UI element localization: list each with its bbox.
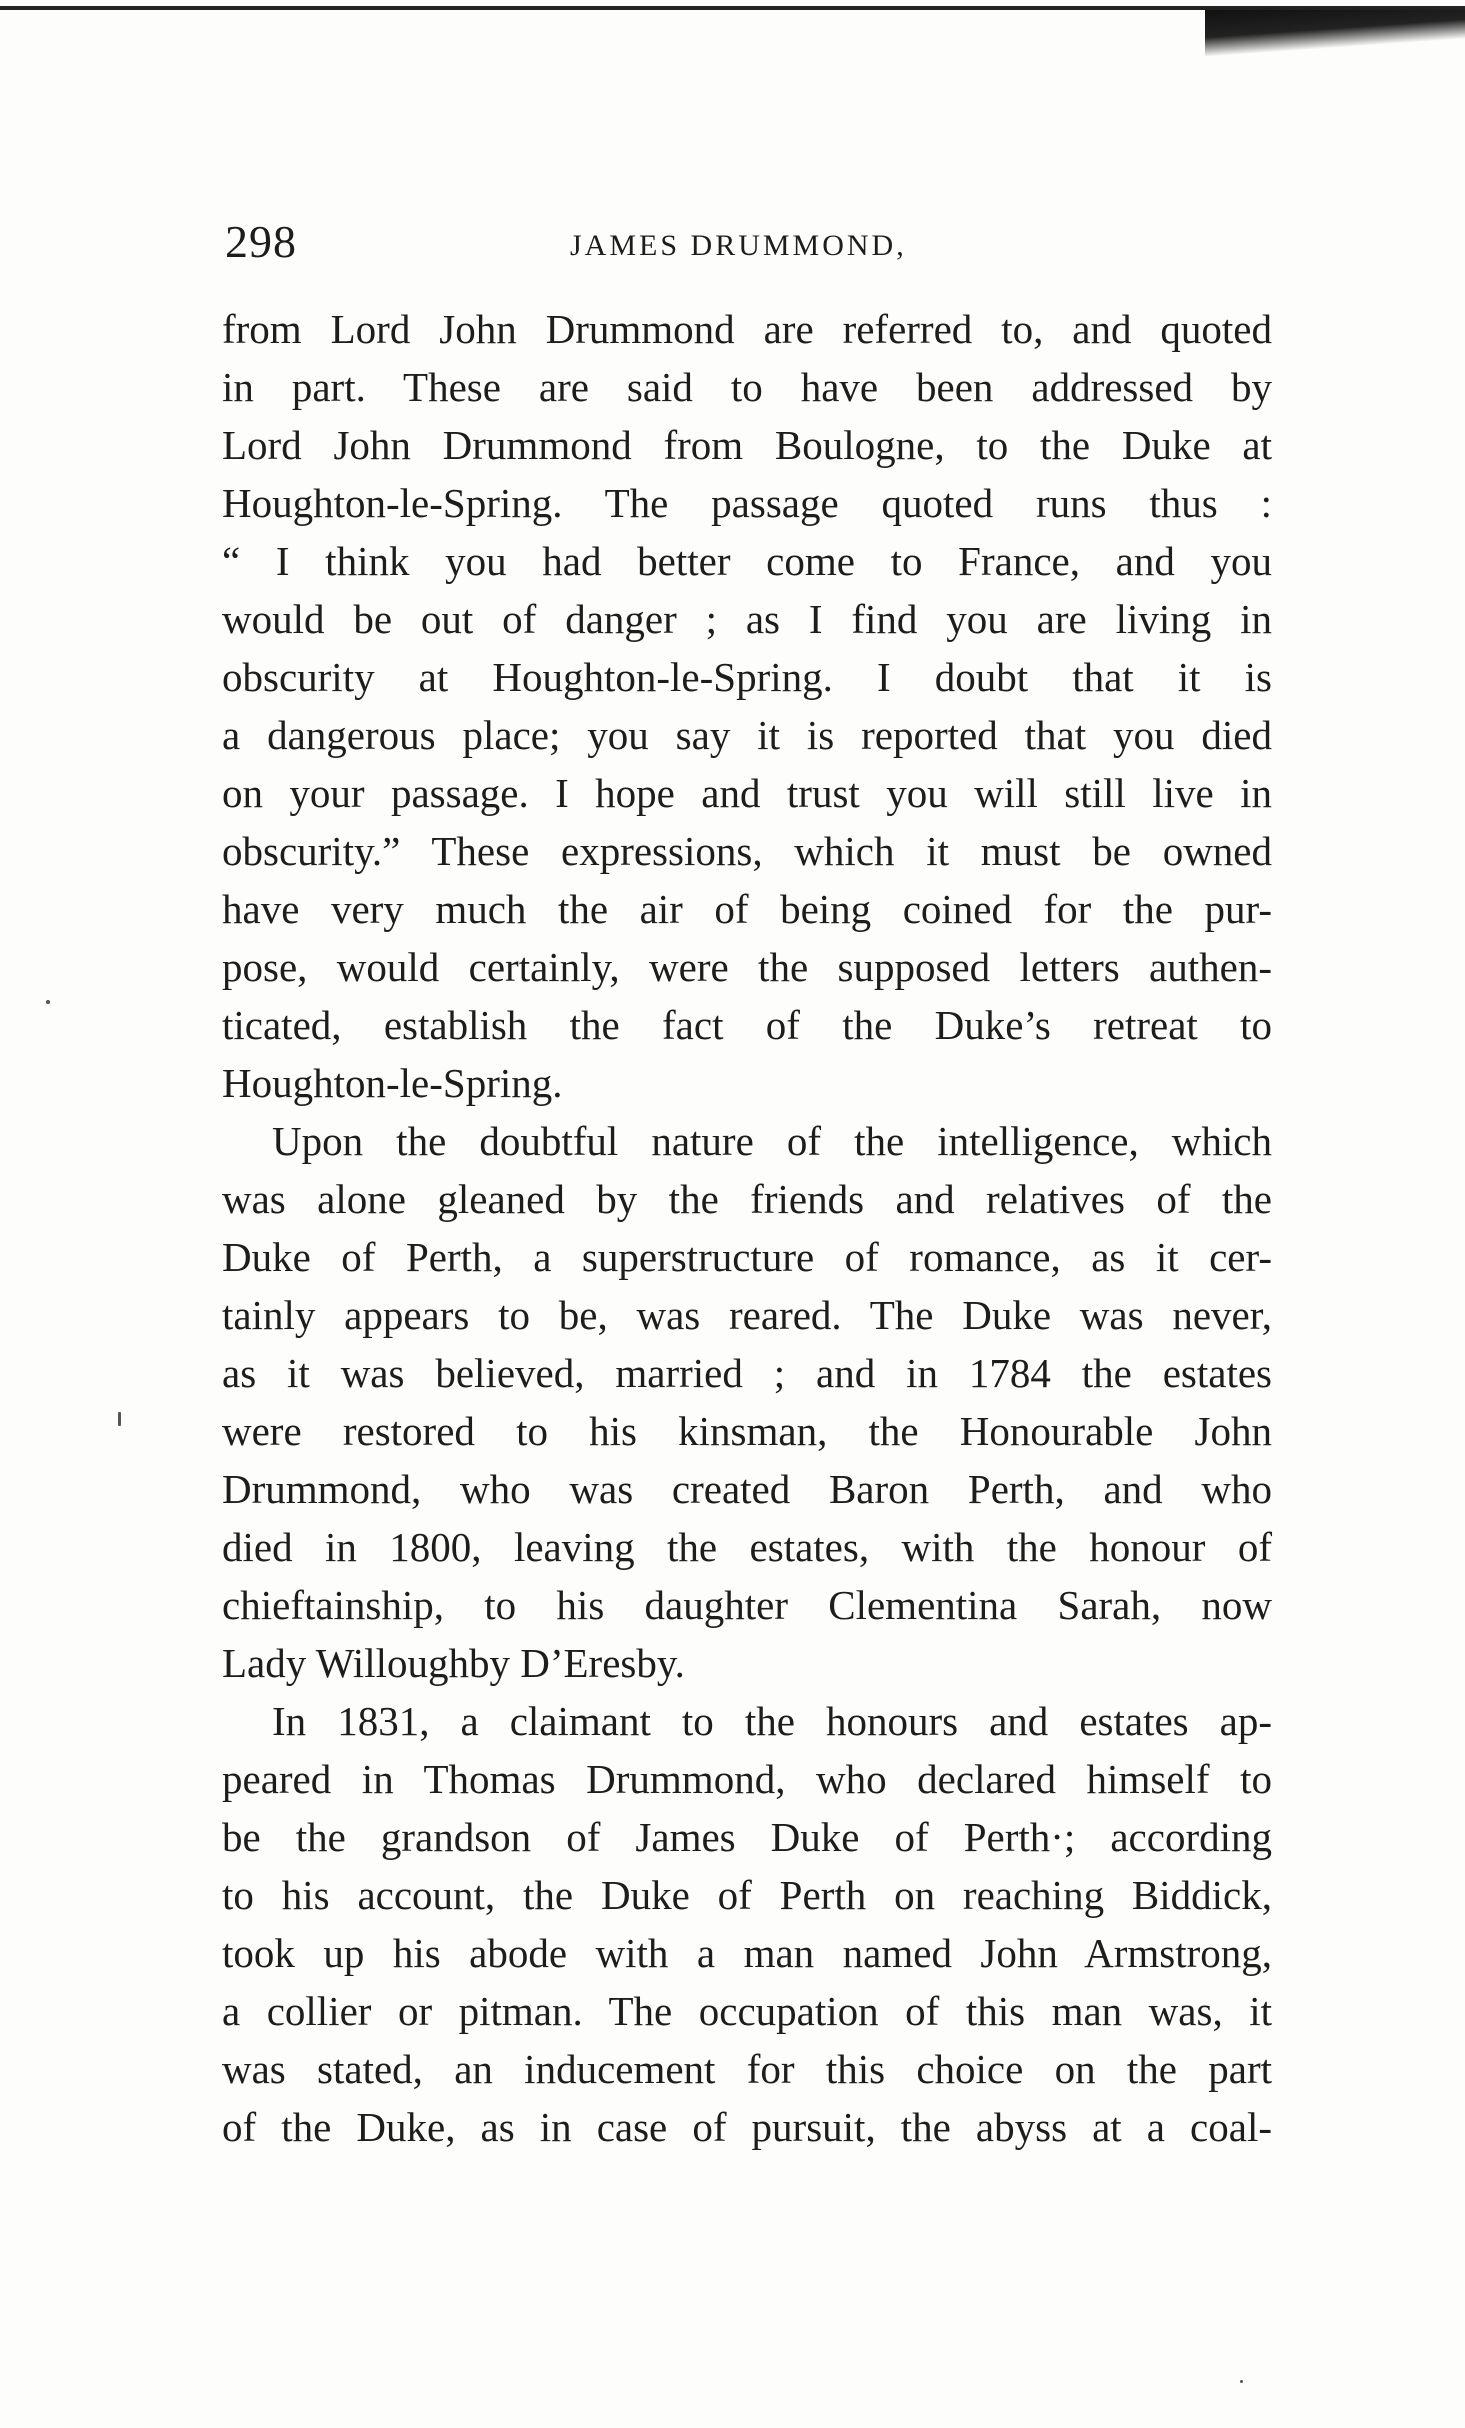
text-line: chieftainship, to his daughter Clementina Sarah, now <box>222 1582 1272 1628</box>
text-line: took up his abode with a man named John Armstrong, <box>222 1930 1272 1976</box>
text-line: of the Duke, as in case of pursuit, the abyss at a coal- <box>222 2104 1272 2150</box>
text-line: ticated, establish the fact of the Duke’s retreat to <box>222 1002 1272 1048</box>
text-line: Houghton-le-Spring. <box>222 1060 563 1106</box>
page-number: 298 <box>225 216 297 267</box>
text-line: Upon the doubtful nature of the intelligence, which <box>272 1118 1272 1164</box>
text-line: from Lord John Drummond are referred to, and quoted <box>222 306 1272 352</box>
text-line: on your passage. I hope and trust you will still live in <box>222 770 1272 816</box>
text-line: In 1831, a claimant to the honours and estates ap- <box>272 1698 1272 1744</box>
body-text <box>222 300 1272 2156</box>
text-line: to his account, the Duke of Perth on reaching Biddick, <box>222 1872 1272 1918</box>
text-line: Houghton-le-Spring. The passage quoted runs thus : <box>222 480 1272 526</box>
running-head: JAMES DRUMMOND, <box>570 229 907 262</box>
text-line: Lady Willoughby D’Eresby. <box>222 1640 685 1686</box>
text-line: a collier or pitman. The occupation of this man was, it <box>222 1988 1272 2034</box>
text-line: peared in Thomas Drummond, who declared himself to <box>222 1756 1272 1802</box>
text-line: “ I think you had better come to France, and you <box>222 538 1272 584</box>
print-speck <box>1240 2380 1243 2383</box>
text-line: would be out of danger ; as I find you are living in <box>222 596 1272 642</box>
text-line: was alone gleaned by the friends and relatives of the <box>222 1176 1272 1222</box>
text-line: have very much the air of being coined for the pur- <box>222 886 1272 932</box>
text-line: tainly appears to be, was reared. The Duke was never, <box>222 1292 1272 1338</box>
text-line: a dangerous place; you say it is reported that you died <box>222 712 1272 758</box>
text-line: Drummond, who was created Baron Perth, and who <box>222 1466 1272 1512</box>
top-edge-shadow <box>1205 10 1465 70</box>
text-line: Duke of Perth, a superstructure of romance, as it cer- <box>222 1234 1272 1280</box>
text-line: obscurity at Houghton-le-Spring. I doubt that it is <box>222 654 1272 700</box>
text-line: Lord John Drummond from Boulogne, to the Duke at <box>222 422 1272 468</box>
text-line: were restored to his kinsman, the Honourable John <box>222 1408 1272 1454</box>
print-speck <box>118 1412 121 1426</box>
text-line: pose, would certainly, were the supposed letters authen- <box>222 944 1272 990</box>
page-header <box>225 215 1305 275</box>
text-line: obscurity.” These expressions, which it must be owned <box>222 828 1272 874</box>
text-line: was stated, an inducement for this choice on the part <box>222 2046 1272 2092</box>
text-line: died in 1800, leaving the estates, with the honour of <box>222 1524 1272 1570</box>
text-line: in part. These are said to have been addressed by <box>222 364 1272 410</box>
text-line: be the grandson of James Duke of Perth·; according <box>222 1814 1272 1860</box>
print-speck <box>46 1000 50 1004</box>
text-line: as it was believed, married ; and in 1784 the estates <box>222 1350 1272 1396</box>
